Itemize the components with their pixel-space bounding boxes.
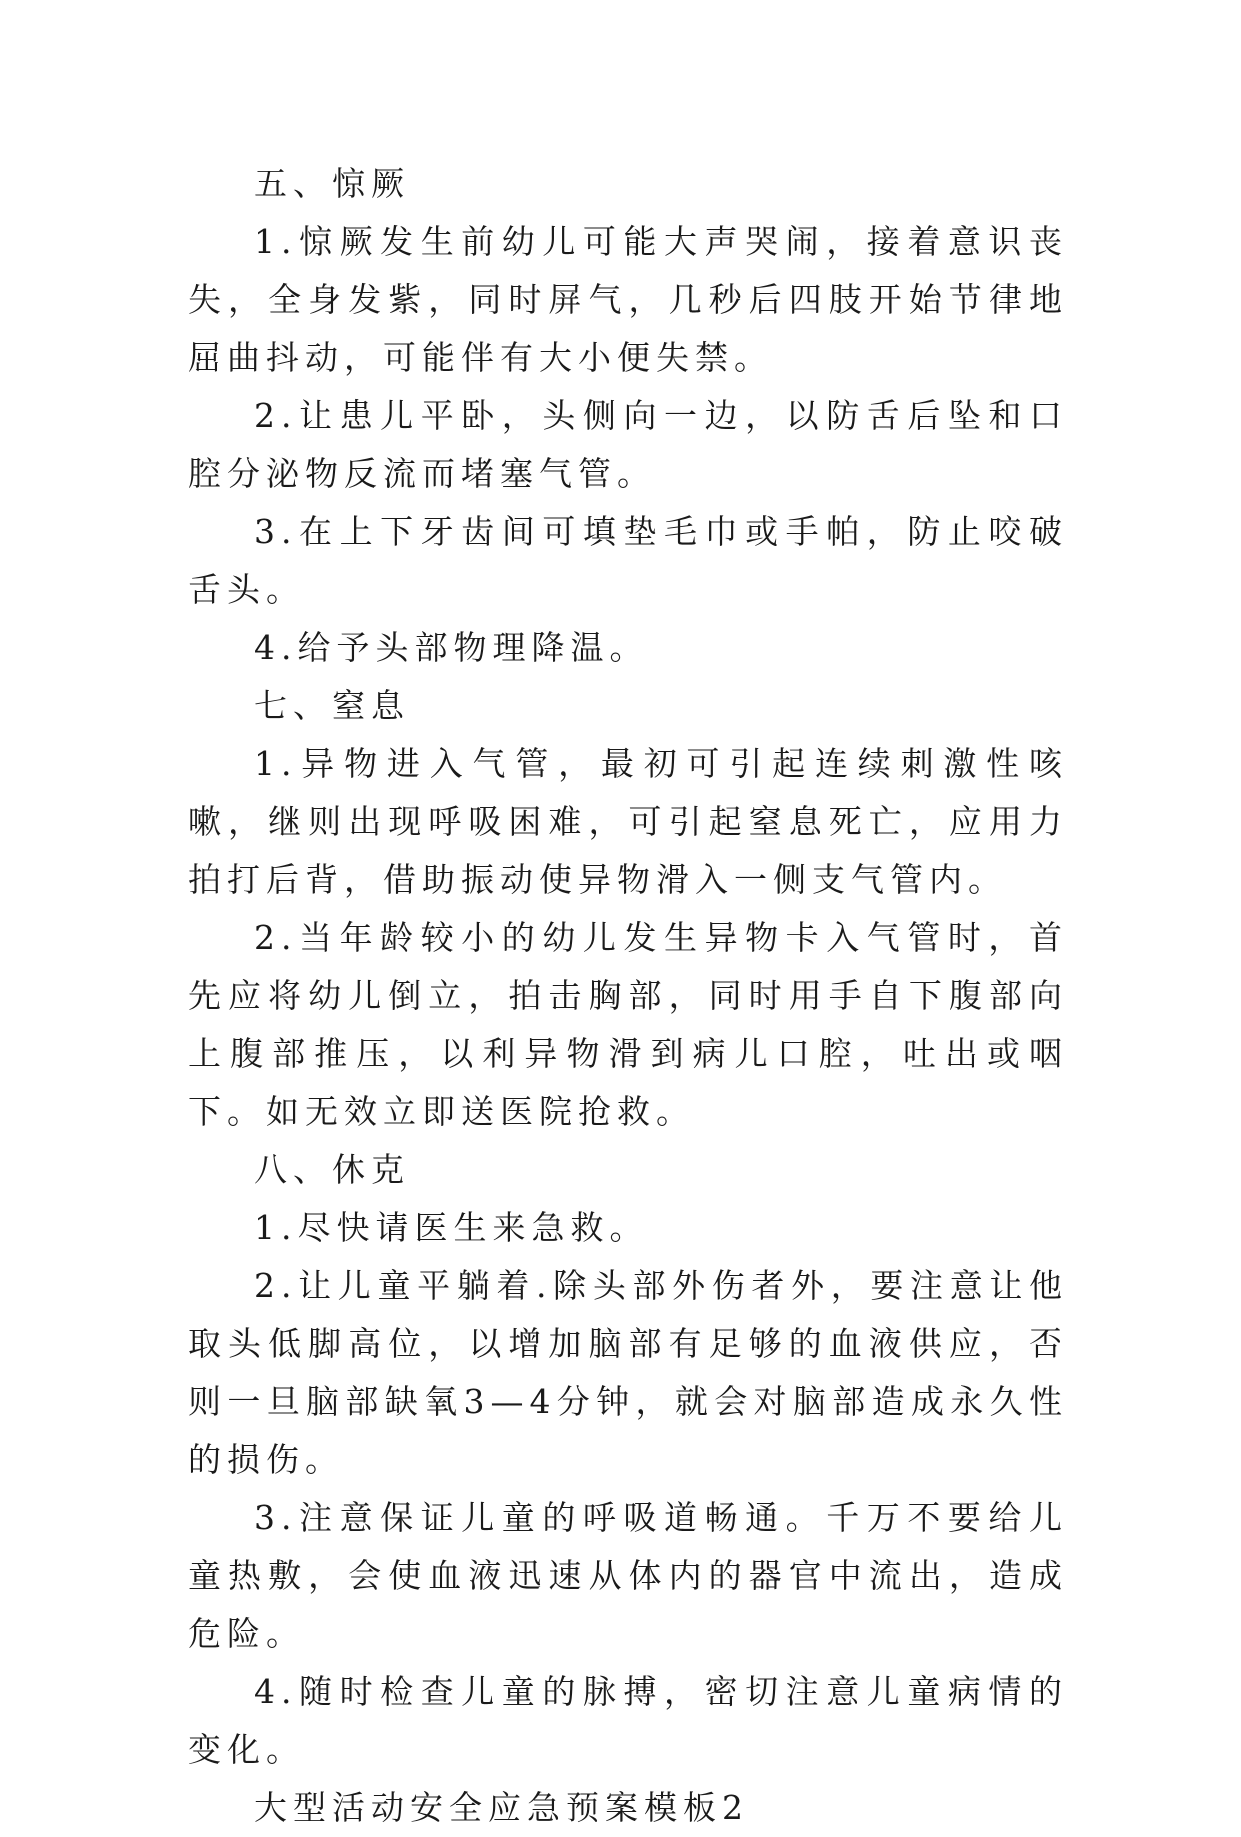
- document-title: 大型活动安全应急预案模板2: [254, 1788, 749, 1827]
- paragraph: 2.当年龄较小的幼儿发生异物卡入气管时，首先应将幼儿倒立，拍击胸部，同时用手自下腹部向上腹部推压，以利异物滑到病儿口腔，吐出或咽下。如无效立即送医院抢救。: [188, 918, 1068, 1131]
- paragraph: 4.给予头部物理降温。: [254, 628, 649, 667]
- paragraph: 1.异物进入气管，最初可引起连续刺激性咳嗽，继则出现呼吸困难，可引起窒息死亡，应用力拍打后背，借助振动使异物滑入一侧支气管内。: [188, 744, 1068, 899]
- paragraph: 2.让患儿平卧，头侧向一边，以防舌后坠和口腔分泌物反流而堵塞气管。: [188, 396, 1068, 493]
- paragraph: 1.惊厥发生前幼儿可能大声哭闹，接着意识丧失，全身发紫，同时屏气，几秒后四肢开始节律地屈曲抖动，可能伴有大小便失禁。: [188, 222, 1068, 377]
- paragraph: 3.注意保证儿童的呼吸道畅通。千万不要给儿童热敷，会使血液迅速从体内的器官中流出，造成危险。: [188, 1498, 1068, 1653]
- section-heading-suffocation: 七、窒息: [254, 686, 410, 725]
- document-body: [188, 155, 1068, 1837]
- paragraph: 1.尽快请医生来急救。: [254, 1208, 649, 1247]
- paragraph: 4.随时检查儿童的脉搏，密切注意儿童病情的变化。: [188, 1672, 1068, 1769]
- section-heading-shock: 八、休克: [254, 1150, 410, 1189]
- paragraph: 2.让儿童平躺着.除头部外伤者外，要注意让他取头低脚高位，以增加脑部有足够的血液供应，否则一旦脑部缺氧3—4分钟，就会对脑部造成永久性的损伤。: [188, 1266, 1068, 1479]
- paragraph: 3.在上下牙齿间可填垫毛巾或手帕，防止咬破舌头。: [188, 512, 1068, 609]
- section-heading-convulsion: 五、惊厥: [254, 164, 410, 203]
